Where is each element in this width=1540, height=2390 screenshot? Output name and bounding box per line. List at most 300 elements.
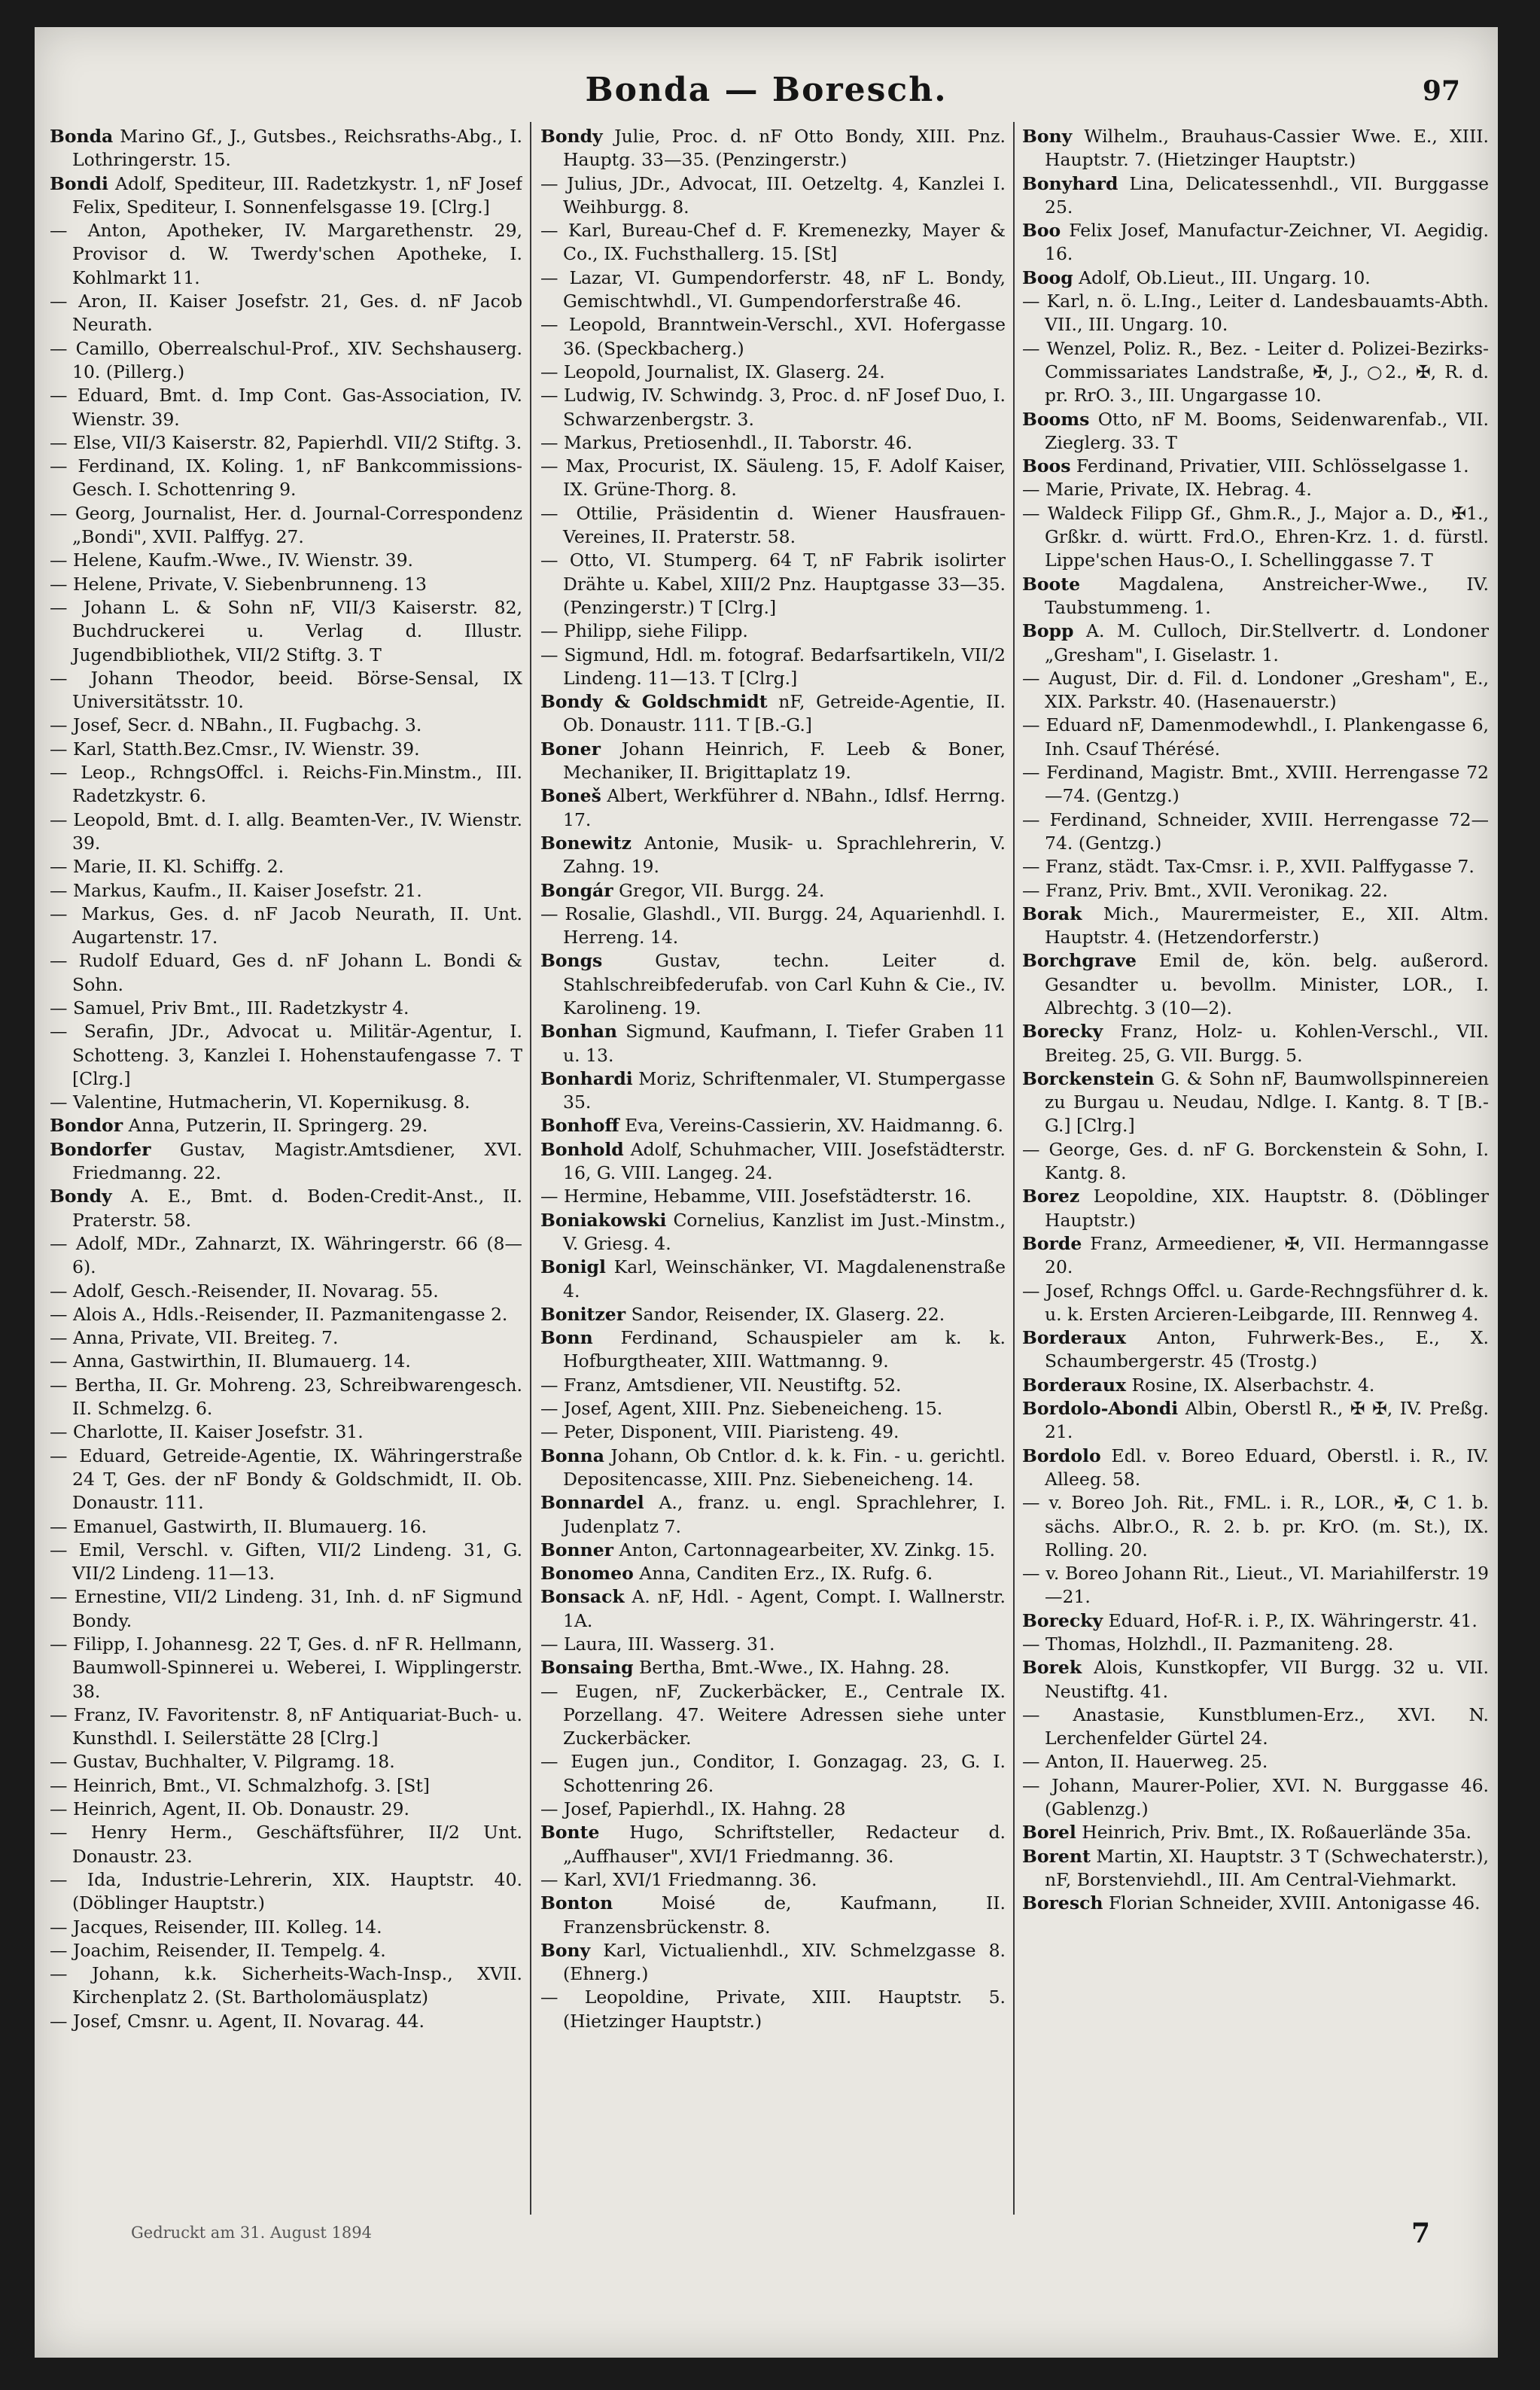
entry-text: — Franz, IV. Favoritenstr. 8, nF Antiquariat-Buch- u. Kunsthdl. I. Seilerstätte 28 [Clrg.] (50, 1703, 522, 1749)
directory-entry (540, 949, 1006, 1020)
entry-text: — Eugen jun., Conditor, I. Gonzagag. 23, G. I. Schottenring 26. (540, 1751, 1006, 1796)
directory-entry (1022, 1703, 1489, 1751)
directory-entry (50, 761, 522, 808)
entry-surname: Borek (1022, 1657, 1082, 1679)
entry-text: Gustav, techn. Leiter d. Stahlschreibfederufab. von Carl Kuhn & Cie., IV. Karolineng. 19. (563, 950, 1006, 1018)
entry-text: — Ottilie, Präsidentin d. Wiener Hausfrauen-Vereines, II. Praterstr. 58. (540, 502, 1006, 548)
entry-text: — Anton, Apotheker, IV. Margarethenstr. 29, Provisor d. W. Twerdy'schen Apotheke, I. Kohlmarkt 11. (50, 220, 522, 288)
entry-text: — Anastasie, Kunstblumen-Erz., XVI. N. Lerchenfelder Gürtel 24. (1022, 1703, 1489, 1749)
directory-entry (540, 172, 1006, 220)
directory-entry (540, 644, 1006, 691)
entry-text: A. nF, Hdl. - Agent, Compt. I. Wallnerstr. 1A. (563, 1586, 1006, 1631)
entry-text: Ferdinand, Privatier, VIII. Schlösselgasse 1. (1070, 455, 1469, 477)
entry-text: — Karl, Bureau-Chef d. F. Kremenezky, Mayer & Co., IX. Fuchsthallerg. 15. [St] (540, 220, 1006, 265)
entry-surname: Bondy & Goldschmidt (540, 691, 768, 713)
entry-text: — Gustav, Buchhalter, V. Pilgramg. 18. (50, 1751, 395, 1773)
directory-entry (540, 1798, 1006, 1821)
directory-entry (50, 667, 522, 714)
entry-text: Sandor, Reisender, IX. Glaserg. 22. (625, 1303, 945, 1325)
entry-text: — Franz, Amtsdiener, VII. Neustiftg. 52. (540, 1374, 902, 1396)
directory-entry (540, 1114, 1006, 1137)
directory-entry (50, 1750, 522, 1773)
entry-surname: Booms (1022, 408, 1090, 430)
entry-text: Marino Gf., J., Gutsbes., Reichsraths-Abg., I. Lothringerstr. 15. (72, 126, 522, 171)
entry-text: — Otto, VI. Stumperg. 64 T, nF Fabrik isolirter Drähte u. Kabel, XIII/2 Pnz. Hauptgasse 33—35. (Penzingerstr.) T [Clrg.] (540, 550, 1006, 618)
entry-text: — Jacques, Reisender, III. Kolleg. 14. (50, 1916, 382, 1938)
directory-entry (50, 714, 522, 737)
directory-entry (540, 1750, 1006, 1798)
directory-entry (50, 1585, 522, 1633)
entry-surname: Bonomeo (540, 1563, 634, 1585)
directory-entry (1022, 714, 1489, 761)
directory-entry (540, 784, 1006, 832)
entry-text: — Karl, Statth.Bez.Cmsr., IV. Wienstr. 39. (50, 738, 420, 760)
entry-text: Ferdinand, Schauspieler am k. k. Hofburgtheater, XIII. Wattmanng. 9. (563, 1327, 1006, 1372)
entry-text: Edl. v. Boreo Eduard, Oberstl. i. R., IV. Alleeg. 58. (1045, 1445, 1489, 1490)
directory-entry (50, 1515, 522, 1539)
directory-entry (1022, 667, 1489, 714)
entry-text: — Leopold, Branntwein-Verschl., XVI. Hofergasse 36. (Speckbacherg.) (540, 314, 1006, 359)
directory-entry (50, 1821, 522, 1868)
directory-entry (540, 1326, 1006, 1374)
entry-text: Mich., Maurermeister, E., XII. Altm. Hauptstr. 4. (Hetzendorferstr.) (1045, 903, 1489, 948)
directory-entry (540, 1680, 1006, 1751)
entry-text: Antonie, Musik- u. Sprachlehrerin, V. Zahng. 19. (563, 832, 1006, 878)
entry-text: Martin, XI. Hauptstr. 3 T (Schwechaterstr.), nF, Borstenviehdl., III. Am Central-Viehmarkt. (1045, 1845, 1489, 1890)
directory-entry (1022, 1609, 1489, 1633)
entry-text: Leopoldine, XIX. Hauptstr. 8. (Döblinger Hauptstr.) (1045, 1186, 1489, 1231)
entry-text: — Johann, Maurer-Polier, XVI. N. Burggasse 46. (Gablenzg.) (1022, 1774, 1489, 1820)
entry-text: — Max, Procurist, IX. Säuleng. 15, F. Adolf Kaiser, IX. Grüne-Thorg. 8. (540, 455, 1006, 501)
directory-entry (540, 1445, 1006, 1492)
entry-text: — Philipp, siehe Filipp. (540, 620, 748, 642)
entry-text: Hugo, Schriftsteller, Redacteur d. „Auffhauser", XVI/1 Friedmanng. 36. (563, 1822, 1006, 1867)
directory-entry (540, 549, 1006, 620)
entry-text: Anna, Putzerin, II. Springerg. 29. (123, 1115, 428, 1137)
entry-surname: Bonitzer (540, 1303, 626, 1325)
entry-text: — Emil, Verschl. v. Giften, VII/2 Lindeng. 31, G. VII/2 Lindeng. 11—13. (50, 1539, 522, 1585)
directory-entry (50, 1114, 522, 1137)
directory-entry (1022, 1633, 1489, 1656)
directory-entry (50, 1303, 522, 1326)
entry-surname: Boner (540, 738, 601, 760)
entry-text: Felix Josef, Manufactur-Zeichner, VI. Aegidig. 16. (1045, 220, 1489, 265)
directory-entry (1022, 1067, 1489, 1138)
directory-entry (50, 337, 522, 385)
entry-text: — Eduard nF, Damenmodewhdl., I. Plankengasse 6, Inh. Csauf Thérésé. (1022, 714, 1489, 760)
entry-text: Adolf, Ob.Lieut., III. Ungarg. 10. (1073, 266, 1371, 288)
entry-surname: Bondi (50, 172, 108, 194)
directory-entry (540, 1633, 1006, 1656)
directory-entry (1022, 573, 1489, 620)
entry-text: Alois, Kunstkopfer, VII Burgg. 32 u. VII. Neustiftg. 41. (1045, 1657, 1489, 1702)
entry-text: Moisé de, Kaufmann, II. Franzensbrückenstr. 8. (563, 1892, 1006, 1938)
entry-text: — George, Ges. d. nF G. Borckenstein & Sohn, I. Kantg. 8. (1022, 1138, 1489, 1184)
entry-text: — Wenzel, Poliz. R., Bez. - Leiter d. Polizei-Bezirks-Commissariates Landstraße, ✠, J., ○2., ✠, R. d. pr. RrO. 3., III. Ungargasse 10. (1022, 337, 1489, 406)
directory-entry (1022, 1374, 1489, 1397)
entry-text: — Waldeck Filipp Gf., Ghm.R., J., Major a. D., ✠1., Grßkr. d. württ. Frd.O., Ehren-Krz. 1. d. fürstl. Lippe'schen Haus-O., I. Schellinggasse 7. T (1022, 502, 1489, 571)
directory-entry (50, 1232, 522, 1280)
directory-entry (540, 1067, 1006, 1115)
entry-text: — Josef, Rchngs Offcl. u. Garde-Rechngsführer d. k. u. k. Ersten Arcieren-Leibgarde, III. Rennweg 4. (1022, 1280, 1489, 1325)
entry-text: — Karl, XVI/1 Friedmanng. 36. (540, 1868, 817, 1890)
entry-text: — Josef, Papierhdl., IX. Hahng. 28 (540, 1798, 846, 1820)
entry-surname: Bonhardi (540, 1067, 633, 1089)
directory-entry (1022, 478, 1489, 501)
directory-entry (50, 1916, 522, 1939)
directory-entry (1022, 502, 1489, 573)
directory-entry (50, 502, 522, 550)
directory-entry (540, 1138, 1006, 1186)
entry-text: — Marie, II. Kl. Schiffg. 2. (50, 856, 285, 878)
directory-entry (540, 1420, 1006, 1444)
directory-entry (1022, 1821, 1489, 1844)
entry-surname: Boote (1022, 573, 1081, 595)
entry-surname: Bonn (540, 1327, 593, 1349)
directory-entry (50, 1374, 522, 1421)
entry-text: Lina, Delicatessenhdl., VII. Burggasse 25. (1045, 172, 1489, 218)
entry-text: Julie, Proc. d. nF Otto Bondy, XIII. Pnz. Hauptg. 33—35. (Penzingerstr.) (563, 126, 1006, 171)
entry-text: — Filipp, I. Johannesg. 22 T, Ges. d. nF R. Hellmann, Baumwoll-Spinnerei u. Weberei, I. Wipplingerstr. 38. (50, 1633, 522, 1702)
entry-surname: Bongs (540, 950, 603, 972)
entry-surname: Bony (1022, 126, 1073, 147)
entry-text: — Thomas, Holzhdl., II. Pazmaniteng. 28. (1022, 1633, 1394, 1655)
entry-surname: Bony (540, 1939, 591, 1961)
directory-entry (540, 125, 1006, 172)
entry-text: — Josef, Agent, XIII. Pnz. Siebeneicheng. 15. (540, 1398, 943, 1420)
entry-text: — Johann L. & Sohn nF, VII/3 Kaiserstr. 82, Buchdruckerei u. Verlag d. Illustr. Jugendbibliothek, VII/2 Stiftg. 3. T (50, 596, 522, 665)
entry-surname: Bondy (540, 126, 603, 147)
entry-surname: Bonna (540, 1445, 604, 1466)
entry-text: — Leopoldine, Private, XIII. Hauptstr. 5. (Hietzinger Hauptstr.) (540, 1987, 1006, 2032)
entry-surname: Bonewitz (540, 832, 632, 854)
entry-text: — Valentine, Hutmacherin, VI. Kopernikusg. 8. (50, 1091, 470, 1113)
directory-entry (50, 1798, 522, 1821)
entry-surname: Borderaux (1022, 1374, 1127, 1396)
entry-surname: Bonhold (540, 1138, 624, 1160)
entry-text: — Bertha, II. Gr. Mohreng. 23, Schreibwarengesch. II. Schmelzg. 6. (50, 1374, 522, 1420)
directory-entry (540, 266, 1006, 314)
entry-surname: Bondorfer (50, 1138, 151, 1160)
entry-text: — Anton, II. Hauerweg. 25. (1022, 1751, 1268, 1773)
entry-text: — v. Boreo Joh. Rit., FML. i. R., LOR., ✠, C 1. b. sächs. Albr.O., R. 2. b. pr. KrO. (m. St.), IX. Rolling. 20. (1022, 1492, 1489, 1560)
entry-text: A., franz. u. engl. Sprachlehrer, I. Judenplatz 7. (563, 1492, 1006, 1537)
directory-entry (50, 596, 522, 667)
entry-surname: Bonhan (540, 1021, 618, 1043)
directory-entry (540, 219, 1006, 266)
directory-entry (50, 1280, 522, 1303)
entry-text: — v. Boreo Johann Rit., Lieut., VI. Mariahilferstr. 19—21. (1022, 1563, 1489, 1608)
entry-text: Florian Schneider, XVIII. Antonigasse 46. (1103, 1892, 1481, 1914)
directory-entry (1022, 290, 1489, 337)
directory-entry (1022, 1562, 1489, 1609)
entry-text: Adolf, Spediteur, III. Radetzkystr. 1, nF Josef Felix, Spediteur, I. Sonnenfelsgasse 19. [Clrg.] (72, 172, 522, 218)
entry-text: — Franz, städt. Tax-Cmsr. i. P., XVII. Palffygasse 7. (1022, 856, 1475, 878)
entry-text: — Josef, Secr. d. NBahn., II. Fugbachg. 3. (50, 714, 422, 736)
directory-entry (540, 738, 1006, 785)
directory-entry (540, 1374, 1006, 1397)
column-divider-1 (530, 122, 531, 2215)
directory-entry (540, 384, 1006, 431)
entry-surname: Bonton (540, 1892, 613, 1914)
entry-text: — Aron, II. Kaiser Josefstr. 21, Ges. d. nF Jacob Neurath. (50, 291, 522, 336)
directory-entry (1022, 455, 1489, 478)
directory-entry (50, 172, 522, 220)
entry-surname: Boneš (540, 785, 601, 807)
directory-entry (50, 1539, 522, 1586)
entry-text: Gustav, Magistr.Amtsdiener, XVI. Friedmanng. 22. (72, 1138, 522, 1184)
directory-entry (540, 620, 1006, 643)
directory-entry (540, 1939, 1006, 1987)
entry-text: — Sigmund, Hdl. m. fotograf. Bedarfsartikeln, VII/2 Lindeng. 11—13. T [Clrg.] (540, 644, 1006, 689)
directory-entry (540, 1020, 1006, 1067)
directory-entry (50, 879, 522, 903)
directory-entry (50, 738, 522, 761)
entry-text: Sigmund, Kaufmann, I. Tiefer Graben 11 u. 13. (563, 1021, 1006, 1066)
entry-text: — Heinrich, Agent, II. Ob. Donaustr. 29. (50, 1798, 409, 1820)
entry-surname: Borderaux (1022, 1327, 1127, 1349)
entry-surname: Bongár (540, 879, 613, 901)
directory-entry (540, 903, 1006, 950)
entry-surname: Boresch (1022, 1892, 1103, 1914)
entry-surname: Bonyhard (1022, 172, 1118, 194)
entry-text: Anton, Cartonnagearbeiter, XV. Zinkg. 15. (613, 1539, 996, 1560)
entry-surname: Bordolo-Abondi (1022, 1398, 1179, 1420)
directory-entry (1022, 172, 1489, 220)
entry-surname: Bonnardel (540, 1492, 644, 1514)
directory-entry (1022, 408, 1489, 455)
entry-text: — Franz, Priv. Bmt., XVII. Veronikag. 22. (1022, 879, 1388, 901)
directory-entry (50, 290, 522, 337)
directory-entry (1022, 1185, 1489, 1232)
entry-text: — Adolf, MDr., Zahnarzt, IX. Währingerstr. 66 (8—6). (50, 1232, 522, 1278)
directory-entry (50, 219, 522, 290)
entry-surname: Bondor (50, 1115, 123, 1137)
directory-entry (1022, 1020, 1489, 1067)
entry-text: — Else, VII/3 Kaiserstr. 82, Papierhdl. VII/2 Stiftg. 3. (50, 431, 522, 453)
entry-text: — Josef, Cmsnr. u. Agent, II. Novarag. 44. (50, 2010, 425, 2032)
directory-entry (50, 1703, 522, 1751)
directory-entry (1022, 1892, 1489, 1915)
directory-entry (1022, 1232, 1489, 1280)
entry-text: — Julius, JDr., Advocat, III. Oetzeltg. 4, Kanzlei I. Weihburgg. 8. (540, 172, 1006, 218)
entry-surname: Bonigl (540, 1256, 606, 1278)
entry-surname: Borckenstein (1022, 1067, 1155, 1089)
directory-entry (540, 1303, 1006, 1326)
entry-text: Johann, Ob Cntlor. d. k. k. Fin. - u. gerichtl. Depositencasse, XIII. Pnz. Siebeneicheng. 14. (563, 1445, 1006, 1490)
directory-entry (540, 313, 1006, 361)
directory-entry (50, 384, 522, 431)
directory-entry (1022, 1326, 1489, 1374)
entry-text: — Ferdinand, IX. Koling. 1, nF Bankcommissions-Gesch. I. Schottenring 9. (50, 455, 522, 501)
entry-text: G. & Sohn nF, Baumwollspinnereien zu Burgau u. Neudau, Ndlge. I. Kantg. 8. T [B.-G.] [Clrg.] (1045, 1067, 1489, 1137)
directory-entry (50, 1868, 522, 1916)
directory-entry (50, 1445, 522, 1515)
directory-entry (1022, 1656, 1489, 1703)
directory-entry (1022, 1138, 1489, 1186)
entry-text: — Camillo, Oberrealschul-Prof., XIV. Sechshauserg. 10. (Pillerg.) (50, 337, 522, 382)
entry-text: — Helene, Kaufm.-Wwe., IV. Wienstr. 39. (50, 550, 414, 571)
running-title: Bonda — Boresch. (585, 71, 948, 109)
entry-text: nF, Getreide-Agentie, II. Ob. Donaustr. 111. T [B.-G.] (563, 691, 1006, 736)
entry-text: Johann Heinrich, F. Leeb & Boner, Mechaniker, II. Brigittaplatz 19. (563, 738, 1006, 784)
directory-entry (1022, 620, 1489, 667)
entry-surname: Boog (1022, 266, 1073, 288)
entry-text: Anna, Canditen Erz., IX. Rufg. 6. (633, 1563, 933, 1585)
directory-entry (1022, 1845, 1489, 1892)
directory-entry (50, 997, 522, 1020)
entry-text: — Hermine, Hebamme, VIII. Josefstädterstr. 16. (540, 1186, 972, 1207)
entry-text: — Samuel, Priv Bmt., III. Radetzkystr 4. (50, 997, 409, 1018)
entry-text: Otto, nF M. Booms, Seidenwarenfab., VII. Zieglerg. 33. T (1045, 408, 1489, 453)
entry-text: Magdalena, Anstreicher-Wwe., IV. Taubstummeng. 1. (1045, 573, 1489, 618)
entry-text: Gregor, VII. Burgg. 24. (613, 879, 825, 901)
entry-text: Eva, Vereins-Cassierin, XV. Haidmanng. 6. (619, 1115, 1003, 1137)
directory-entry (1022, 337, 1489, 408)
directory-entry (1022, 855, 1489, 878)
entry-text: — Anna, Gastwirthin, II. Blumauerg. 14. (50, 1350, 411, 1372)
column-1 (50, 125, 522, 2240)
directory-entry (1022, 1750, 1489, 1773)
directory-entry (1022, 761, 1489, 808)
entry-text: — Leop., RchngsOffcl. i. Reichs-Fin.Minstm., III. Radetzkystr. 6. (50, 762, 522, 807)
directory-entry (50, 1326, 522, 1350)
directory-entry (50, 1091, 522, 1114)
entry-text: Rosine, IX. Alserbachstr. 4. (1126, 1374, 1375, 1396)
directory-entry (1022, 949, 1489, 1020)
entry-surname: Bondy (50, 1186, 112, 1207)
entry-text: — Leopold, Bmt. d. I. allg. Beamten-Ver., IV. Wienstr. 39. (50, 808, 522, 854)
entry-text: — Heinrich, Bmt., VI. Schmalzhofg. 3. [St] (50, 1774, 430, 1796)
directory-entry (50, 2010, 522, 2033)
directory-entry (540, 361, 1006, 384)
directory-entry (1022, 266, 1489, 290)
directory-entry (540, 502, 1006, 550)
entry-text: — Ernestine, VII/2 Lindeng. 31, Inh. d. nF Sigmund Bondy. (50, 1586, 522, 1631)
entry-text: — Laura, III. Wasserg. 31. (540, 1633, 775, 1655)
column-2 (540, 125, 1006, 2240)
entry-surname: Bonhoff (540, 1115, 619, 1137)
directory-entry (540, 1892, 1006, 1939)
column-divider-2 (1013, 122, 1015, 2215)
entry-text: — Ferdinand, Magistr. Bmt., XVIII. Herrengasse 72—74. (Gentzg.) (1022, 762, 1489, 807)
directory-entry (50, 903, 522, 950)
directory-page (35, 27, 1498, 2358)
directory-entry (50, 1185, 522, 1232)
entry-text: — Markus, Ges. d. nF Jacob Neurath, II. Unt. Augartenstr. 17. (50, 903, 522, 948)
entry-surname: Borent (1022, 1845, 1091, 1867)
entry-text: — Lazar, VI. Gumpendorferstr. 48, nF L. Bondy, Gemischtwhdl., VI. Gumpendorferstraße 46. (540, 266, 1006, 312)
entry-text: Eduard, Hof-R. i. P., IX. Währingerstr. 41. (1103, 1609, 1478, 1631)
directory-entry (50, 431, 522, 455)
entry-text: — Markus, Pretiosenhdl., II. Taborstr. 46. (540, 431, 913, 453)
directory-entry (50, 1020, 522, 1091)
entry-text: A. E., Bmt. d. Boden-Credit-Anst., II. Praterstr. 58. (72, 1186, 522, 1231)
directory-entry (1022, 1491, 1489, 1562)
entry-text: — Henry Herm., Geschäftsführer, II/2 Unt. Donaustr. 23. (50, 1822, 522, 1867)
directory-entry (1022, 219, 1489, 266)
directory-entry (50, 949, 522, 997)
entry-text: Emil de, kön. belg. außerord. Gesandter u. bevollm. Minister, LOR., I. Albrechtg. 3 (10—2). (1045, 950, 1489, 1018)
entry-surname: Bordolo (1022, 1445, 1101, 1466)
entry-text: — Rosalie, Glashdl., VII. Burgg. 24, Aquarienhdl. I. Herreng. 14. (540, 903, 1006, 948)
entry-text: Heinrich, Priv. Bmt., IX. Roßauerlände 35a. (1076, 1822, 1472, 1843)
entry-text: — August, Dir. d. Fil. d. Londoner „Gresham", E., XIX. Parkstr. 40. (Hasenauerstr.) (1022, 667, 1489, 713)
entry-text: — Ferdinand, Schneider, XVIII. Herrengasse 72—74. (Gentzg.) (1022, 808, 1489, 854)
entry-text: — Alois A., Hdls.-Reisender, II. Pazmanitengasse 2. (50, 1303, 508, 1325)
entry-text: Bertha, Bmt.-Wwe., IX. Hahng. 28. (633, 1657, 950, 1679)
directory-entry (540, 455, 1006, 502)
entry-text: — Anna, Private, VII. Breiteg. 7. (50, 1327, 339, 1349)
directory-entry (540, 431, 1006, 455)
directory-entry (50, 1939, 522, 1962)
entry-surname: Borel (1022, 1822, 1076, 1843)
directory-entry (50, 573, 522, 596)
entry-text: Wilhelm., Brauhaus-Cassier Wwe. E., XIII. Hauptstr. 7. (Hietzinger Hauptstr.) (1045, 126, 1489, 171)
directory-entry (50, 549, 522, 572)
entry-text: Anton, Fuhrwerk-Bes., E., X. Schaumbergerstr. 45 (Trostg.) (1045, 1327, 1489, 1372)
entry-text: Adolf, Schuhmacher, VIII. Josefstädterstr. 16, G. VIII. Langeg. 24. (563, 1138, 1006, 1184)
directory-entry (1022, 125, 1489, 172)
entry-surname: Boo (1022, 220, 1061, 242)
directory-entry (540, 1986, 1006, 2033)
directory-entry (540, 690, 1006, 738)
directory-entry (540, 1539, 1006, 1562)
directory-entry (50, 1350, 522, 1373)
entry-text: — Peter, Disponent, VIII. Piaristeng. 49. (540, 1421, 899, 1443)
directory-entry (1022, 903, 1489, 950)
directory-entry (540, 879, 1006, 903)
entry-text: — Johann, k.k. Sicherheits-Wach-Insp., XVII. Kirchenplatz 2. (St. Bartholomäusplatz) (50, 1963, 522, 2008)
entry-surname: Bopp (1022, 620, 1074, 642)
directory-entry (540, 1821, 1006, 1868)
directory-entry (50, 125, 522, 172)
entry-surname: Boos (1022, 455, 1071, 477)
directory-entry (1022, 1445, 1489, 1492)
directory-entry (50, 1633, 522, 1703)
directory-entry (540, 1562, 1006, 1585)
page-number: 97 (1422, 75, 1460, 107)
directory-entry (1022, 808, 1489, 856)
print-date-imprint: Gedruckt am 31. August 1894 (131, 2224, 372, 2242)
entry-text: — Eugen, nF, Zuckerbäcker, E., Centrale IX. Porzellang. 47. Weitere Adressen siehe unter Zuckerbäcker. (540, 1680, 1006, 1749)
entry-surname: Boniakowski (540, 1209, 667, 1231)
entry-text: — Helene, Private, V. Siebenbrunneng. 13 (50, 573, 427, 595)
entry-text: Karl, Weinschänker, VI. Magdalenenstraße 4. (563, 1256, 1006, 1302)
entry-text: A. M. Culloch, Dir.Stellvertr. d. Londoner „Gresham", I. Giselastr. 1. (1045, 620, 1489, 665)
entry-text: — Karl, n. ö. L.Ing., Leiter d. Landesbauamts-Abth. VII., III. Ungarg. 10. (1022, 291, 1489, 336)
directory-entry (50, 1962, 522, 2010)
entry-text: Moriz, Schriftenmaler, VI. Stumpergasse 35. (563, 1067, 1006, 1113)
sheet-signature: 7 (1411, 2218, 1430, 2249)
entry-text: — Joachim, Reisender, II. Tempelg. 4. (50, 1939, 386, 1961)
entry-text: — Johann Theodor, beeid. Börse-Sensal, IX Universitätsstr. 10. (50, 667, 522, 713)
directory-entry (50, 1138, 522, 1186)
entry-surname: Borchgrave (1022, 950, 1137, 972)
entry-text: — Marie, Private, IX. Hebrag. 4. (1022, 479, 1312, 501)
directory-entry (1022, 879, 1489, 903)
directory-entry (540, 1209, 1006, 1256)
directory-entry (1022, 1280, 1489, 1327)
entry-text: Franz, Armeediener, ✠, VII. Hermanngasse 20. (1045, 1232, 1489, 1278)
entry-surname: Bonsack (540, 1586, 625, 1608)
page-header (35, 71, 1498, 123)
entry-surname: Borak (1022, 903, 1082, 924)
entry-surname: Borecky (1022, 1609, 1103, 1631)
column-3 (1022, 125, 1489, 2240)
directory-entry (1022, 1774, 1489, 1822)
directory-entry (540, 832, 1006, 879)
